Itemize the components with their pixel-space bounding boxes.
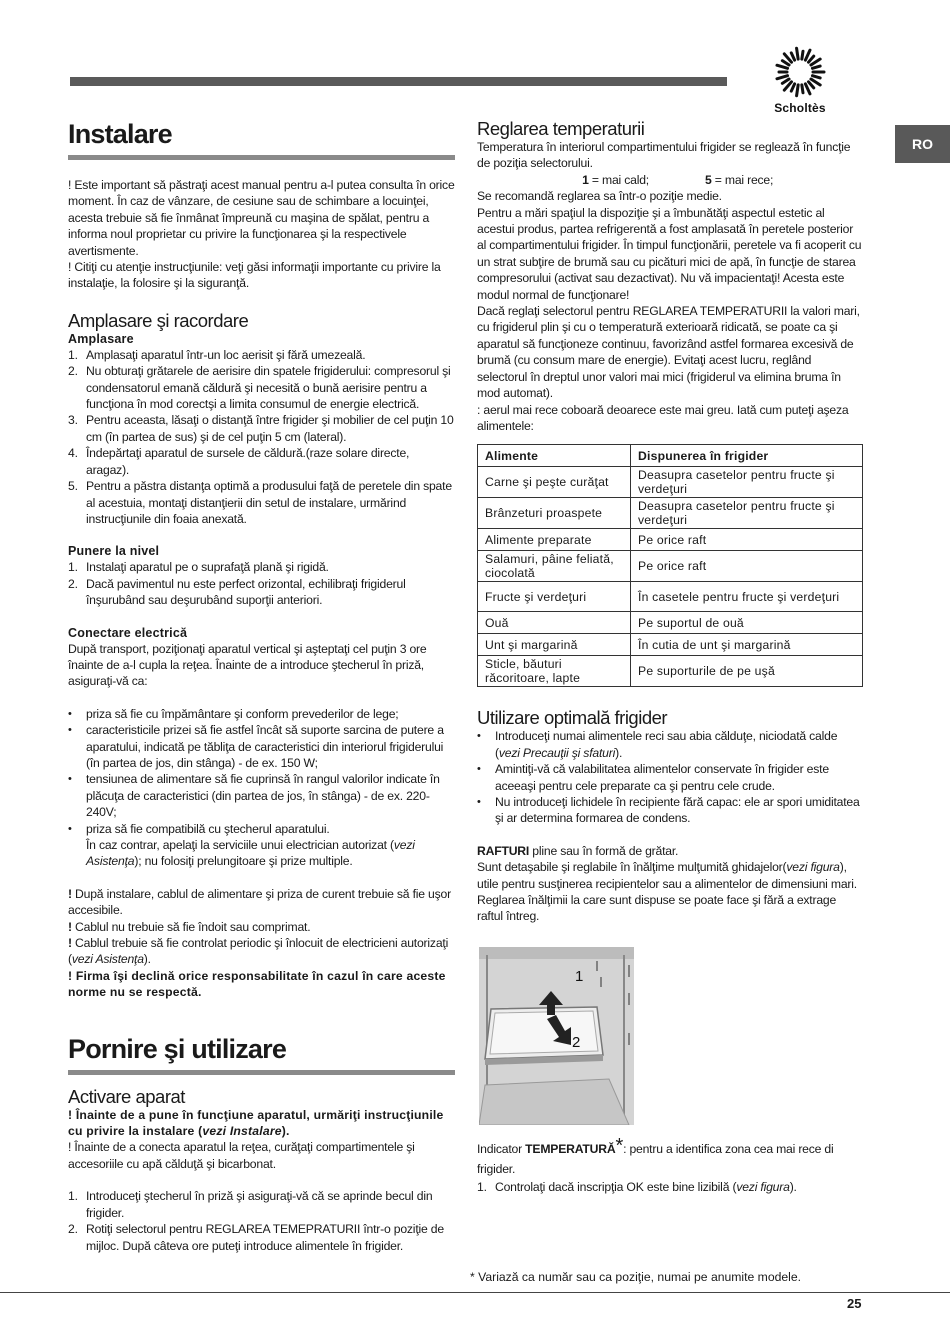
right-column [477, 116, 863, 1195]
list-item: 2. Rotiţi selectorul pentru REGLAREA TEMEPRATURII într-o poziţie de mijloc. După câteva ore puteţi introduce alimentele în frigider. [68, 1222, 444, 1253]
heading-temperature: Reglarea temperaturii [477, 118, 645, 139]
list-item: 5. Pentru a păstra distanţa optimă a produsului faţă de peretele din spate al acestuia, montaţi distanţierii din setul de instalare, urmărind instrucţiunile din foaia anexată. [68, 479, 452, 526]
header-bar [70, 77, 727, 86]
list-item: 3. Pentru aceasta, lăsaţi o distanţă între frigider şi mobilier de cel puţin 10 cm (în partea de sus) şi de cel puţin 5 cm (lateral). [68, 413, 454, 444]
disclaimer: ! Firma îşi declină orice responsabilitate în cazul în care aceste norme nu se respectă. [68, 968, 446, 1000]
table-cell: Ouă [478, 612, 631, 634]
list-item: • caracteristicile prizei să fie astfel încât să suporte sarcina de putere a aparatului, indicată pe tăbliţa de caracteristici din interiorul frigiderului (în partea de jos, din stânga) - de ex. 150 W; [68, 722, 455, 771]
table-row [478, 467, 863, 498]
table-row [478, 529, 863, 551]
list-item: 2. Nu obturaţi grătarele de aerisire din spatele frigiderului: compresorul şi condensatorul emană căldură şi necesită o bună aerisire pentru a funcţiona în mod corectşi a limita consumul de energie electrică. [68, 364, 451, 412]
table-cell: Pe suporturile de pe uşă [631, 656, 863, 687]
temperature-recommendation: Se recomandă reglarea sa într-o poziţie medie. [477, 189, 722, 204]
electrical-paragraph: După transport, poziţionaţi aparatul vertical şi aşteptaţi cel puţin 3 ore înainte de a-l cupla la reţea. Înainte de a introduce ştecherul în priză, asiguraţi-vă ca: [68, 641, 427, 689]
list-item: 1. Amplasaţi aparatul într-un loc aerisit şi fără umezeală. [68, 347, 366, 362]
title-rule [68, 1070, 455, 1075]
activation-list [68, 1188, 455, 1254]
placement-list [68, 347, 455, 527]
table-row [478, 656, 863, 687]
sun-icon [772, 44, 828, 100]
shelf-illustration [479, 947, 634, 1125]
list-item: 4. Îndepărtaţi aparatul de sursele de căldură.(raze solare directe, aragaz). [68, 446, 410, 477]
table-cell: Carne şi peşte curăţat [478, 467, 631, 498]
shelves-paragraph: Sunt detaşabile şi reglabile în înălţime mulţumită ghidajelor(vezi figura), utile pentru susţinerea recipientelor sau a alimentelor de dimensiuni mari. Reglarea înălţimii la care sunt dispuse se poate face şi fără a extrage raftul întreg. [477, 860, 857, 924]
warning-paragraph: ! Cablul trebuie să fie controlat periodic şi înlocuit de electricieni autorizaţi (vezi Asistenţa). [68, 936, 449, 967]
table-cell: Brânzeturi proaspete [478, 498, 631, 529]
table-cell: Alimente preparate [478, 529, 631, 551]
warning-paragraph: ! Cablul nu trebuie să fie îndoit sau comprimat. [68, 919, 311, 934]
column-header: Dispunerea în frigider [631, 445, 863, 467]
table-cell: Salamuri, pâine feliată, ciocolată [478, 551, 631, 582]
left-column [68, 116, 455, 1254]
temperature-paragraph: Temperatura în interiorul compartimentului frigider se reglează în funcţie de poziţia selectorului. [477, 140, 851, 171]
column-header: Alimente [478, 445, 631, 467]
activation-warning: ! Înainte de a pune în funcţiune aparatul, urmăriţi instrucţiunile cu privire la instalare (vezi Instalare). [68, 1107, 444, 1139]
table-cell: În cutia de unt şi margarină [631, 634, 863, 656]
indicator-paragraph: Indicator TEMPERATURĂ*: pentru a identifica zona cea mai rece di frigider. [477, 1134, 834, 1176]
footnote: * Variază ca număr sau ca poziţie, numai pe anumite modele. [470, 1270, 802, 1284]
shelf-figure [479, 947, 634, 1125]
table-row [478, 582, 863, 612]
list-item: • Introduceţi numai alimentele reci sau abia călduţe, niciodată calde (vezi Precauţii şi sfaturi). [477, 728, 863, 761]
leveling-list [68, 559, 455, 608]
list-item: 2. Dacă pavimentul nu este perfect orizontal, echilibraţi frigiderul înşurubând sau deşurubând suporţii anteriori. [68, 576, 406, 608]
section-title-startup: Pornire şi utilizare [68, 1033, 287, 1064]
shelves-title: RAFTURI pline sau în formă de grătar. [477, 843, 679, 858]
table-cell: Deasupra casetelor pentru fructe şi verdeţuri [631, 467, 863, 498]
heading-activation: Activare aparat [68, 1085, 185, 1107]
language-tab: RO [895, 125, 950, 163]
table-cell: Sticle, băuturi răcoritoare, lapte [478, 656, 631, 687]
list-item: 1. Introduceţi ştecherul în priză şi asiguraţi-vă că se aprinde becul din frigider. [68, 1189, 433, 1220]
brand-name: Scholtès [774, 101, 826, 115]
list-item: • tensiunea de alimentare să fie cuprinsă în rangul valorilor indicate în plăcuţa de caracteristici (din partea de jos, în stânga) - de ex. 220-240V; [68, 771, 455, 820]
heading-optimal-use: Utilizare optimală frigider [477, 707, 668, 729]
intro-paragraph: ! Este important să păstraţi acest manual pentru a-l putea consulta în orice moment. În caz de vânzare, de cesiune sau de schimbare a locuinţei, acesta trebuie să fie înmânat împreună cu maşina de spălat, pentru a informa noul proprietar cu privire la funcţionarea şi la respectivele avertismente. [68, 178, 455, 258]
electrical-list [68, 706, 455, 870]
section-title-installation: Instalare [68, 119, 172, 149]
list-item: • priza să fie compatibilă cu ştecherul aparatului. În caz contrar, apelaţi la serviciile unui electrician autorizat (vezi Asistenţa); nu folosiţi prelungitoare şi prize multiple. [68, 821, 455, 870]
temperature-paragraph: Dacă reglaţi selectorul pentru REGLAREA TEMPERATURII la valori mari, cu frigiderul plin şi cu o temperatură exterioară ridicată, se poate ca şi aparatul să funcţioneze continuu, favorizând astfel formarea excesivă de brumă (cu consum mare de energie). Evitaţi acest lucru, reglând selectorul în dreptul unor valori mai mici (frigiderul va elimina bruma în mod automat). [477, 304, 860, 401]
table-row [478, 551, 863, 582]
heading-placement: Amplasare şi racordare [68, 309, 249, 331]
figure-label-2: 2 [572, 1033, 581, 1051]
temperature-paragraph: : aerul mai rece coboară deoarece este mai greu. Iată cum puteţi aşeza alimentele: [477, 402, 849, 433]
temperature-scale: 1 = mai cald; 5 = mai rece; [582, 172, 774, 187]
table-cell: Pe orice raft [631, 551, 863, 582]
subheading-placement: Amplasare [68, 331, 134, 346]
table-header-row [478, 445, 863, 467]
footer-rule [0, 1292, 950, 1293]
subheading-electrical: Conectare electrică [68, 625, 188, 640]
table-cell: Pe suportul de ouă [631, 612, 863, 634]
list-item: • Nu introduceţi lichidele în recipiente fără capac: ele ar spori umiditatea şi ar determina formarea de condens. [477, 794, 863, 827]
list-item: • Amintiţi-vă că valabilitatea alimentelor conservate în frigider este aceeaşi pentru cele preparate ca şi pentru cele crude. [477, 761, 863, 794]
table-cell: Unt şi margarină [478, 634, 631, 656]
list-item: • priza să fie cu împământare şi conform prevederilor de lege; [68, 706, 455, 722]
intro-paragraph-2: ! Citiţi cu atenţie instrucţiunile: veţi găsi informaţii importante cu privire la instalaţie, la folosire şi la siguranţă. [68, 260, 441, 291]
table-cell: Pe orice raft [631, 529, 863, 551]
table-cell: Deasupra casetelor pentru fructe şi verdeţuri [631, 498, 863, 529]
activation-paragraph: ! Înainte de a conecta aparatul la reţea, curăţaţi compartimentele şi accesoriile cu apă călduţă şi bicarbonat. [68, 1140, 415, 1171]
table-row [478, 634, 863, 656]
table-row [478, 498, 863, 529]
list-item: 1. Controlaţi dacă inscripţia OK este bine lizibilă (vezi figura). [477, 1179, 797, 1194]
page-number: 25 [847, 1296, 862, 1311]
figure-label-1: 1 [575, 967, 584, 985]
subheading-leveling: Punere la nivel [68, 544, 160, 559]
indicator-list [477, 1179, 863, 1195]
optimal-use-list [477, 728, 863, 826]
table-cell: În casetele pentru fructe şi verdeţuri [631, 582, 863, 612]
table-row [478, 612, 863, 634]
title-rule [68, 155, 455, 160]
food-placement-table [477, 444, 863, 687]
temperature-paragraph: Pentru a mări spaţiul la dispoziţie şi a îmbunătăţi aspectul estetic al acestui produs, partea refrigerentă a fost amplasată în peretele posterior al compartimentului frigider. În timpul funcţionării, peretele va fi acoperit cu un strat subţire de brumă sau cu picături mici de apă, în funcţie de starea compresorului (activat sau dezactivat). Nu vă impacientaţi! Acesta este modul normal de funcţionare! [477, 205, 862, 302]
table-cell: Fructe şi verdeţuri [478, 582, 631, 612]
warning-paragraph: ! După instalare, cablul de alimentare şi priza de curent trebuie să fie uşor accesibile. [68, 886, 451, 918]
list-item: 1. Instalaţi aparatul pe o suprafaţă plană şi rigidă. [68, 560, 329, 575]
